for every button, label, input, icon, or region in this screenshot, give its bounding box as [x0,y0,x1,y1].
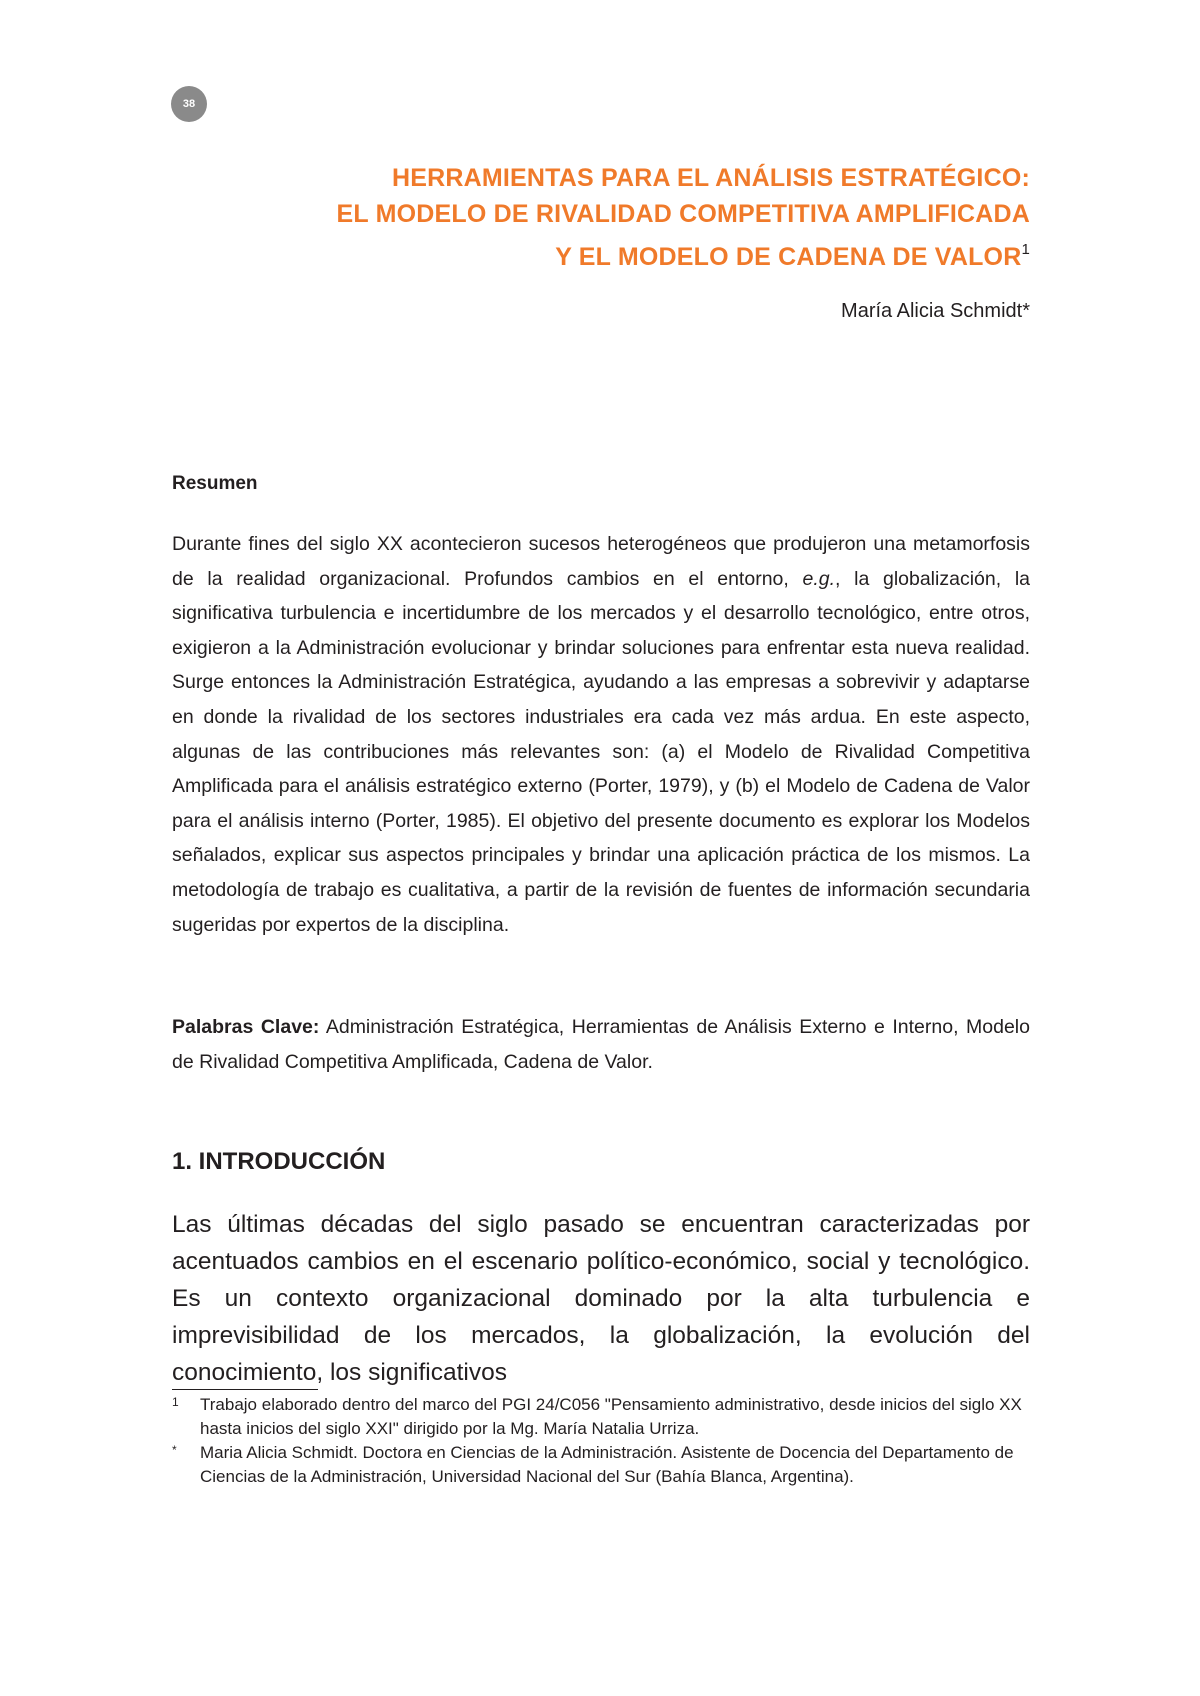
abstract-body [172,527,1030,942]
footnote-mark: 1 [172,1395,179,1409]
author-name: María Alicia Schmidt* [841,300,1030,322]
section-heading: 1. INTRODUCCIÓN [172,1148,386,1175]
footnote [172,1393,1030,1441]
page-number-badge [171,86,207,122]
footnotes [172,1393,1030,1489]
footnote-divider [172,1389,318,1390]
title-line-1: HERRAMIENTAS PARA EL ANÁLISIS ESTRATÉGICO: [391,164,1030,192]
abstract-text-part1: Durante fines del siglo XX acontecieron sucesos heterogéneos que produjeron una metamorfosis de la realidad organizacional. Profundos cambios en el entorno, [172,533,1030,590]
keywords [172,1010,1030,1079]
page-number: 38 [182,98,196,110]
footnote [172,1441,1030,1489]
article-title [130,160,1030,275]
title-line-3-text: Y EL MODELO DE CADENA DE VALOR [555,243,1022,271]
abstract-emphasis: e.g. [802,567,836,590]
footnote-mark: * [172,1443,177,1457]
keywords-text: Administración Estratégica, Herramientas de Análisis Externo e Interno, Modelo de Rivalidad Competitiva Amplificada, Cadena de Valor. [172,1016,1030,1073]
abstract-text-part2: , la globalización, la significativa turbulencia e incertidumbre de los mercados y el desarrollo tecnológico, entre otros, exigieron a la Administración evolucionar y brindar soluciones para enfrentar esta nueva realidad. Surge entonces la Administración Estratégica, ayudando a las empresas a sobrevivir y adaptarse en donde la rivalidad de los sectores industriales era cada vez más ardua. En este aspecto, algunas de las contribuciones más relevantes son: (a) el Modelo de Rivalidad Competitiva Amplificada para el análisis estratégico externo (Porter, 1979), y (b) el Modelo de Cadena de Valor para el análisis interno (Porter, 1985). El objetivo del presente documento es explorar los Modelos señalados, explicar sus aspectos principales y brindar una aplicación práctica de los mismos. La metodología de trabajo es cualitativa, a partir de la revisión de fuentes de información secundaria sugeridas por expertos de la disciplina. [172,567,1030,936]
footnote-text: Maria Alicia Schmidt. Doctora en Ciencias de la Administración. Asistente de Docencia del Departamento de Ciencias de la Administración, Universidad Nacional del Sur (Bahía Blanca, Argentina). [200,1443,1014,1486]
abstract-heading: Resumen [172,473,258,494]
footnote-text: Trabajo elaborado dentro del marco del PGI 24/C056 "Pensamiento administrativo, desde inicios del siglo XX hasta inicios del siglo XXI" dirigido por la Mg. María Natalia Urriza. [200,1395,1022,1438]
intro-paragraph: Las últimas décadas del siglo pasado se encuentran caracterizadas por acentuados cambios en el escenario político-económico, social y tecnológico. Es un contexto organizacional dominado por la alta turbulencia e imprevisibilidad de los mercados, la globalización, la evolución del conocimiento, los significativos [172,1211,1030,1386]
title-footnote-ref: 1 [1021,241,1030,258]
title-line-2: EL MODELO DE RIVALIDAD COMPETITIVA AMPLIFICADA [336,200,1030,228]
title-line-3 [130,232,1030,275]
keywords-label: Palabras Clave: [172,1016,320,1038]
